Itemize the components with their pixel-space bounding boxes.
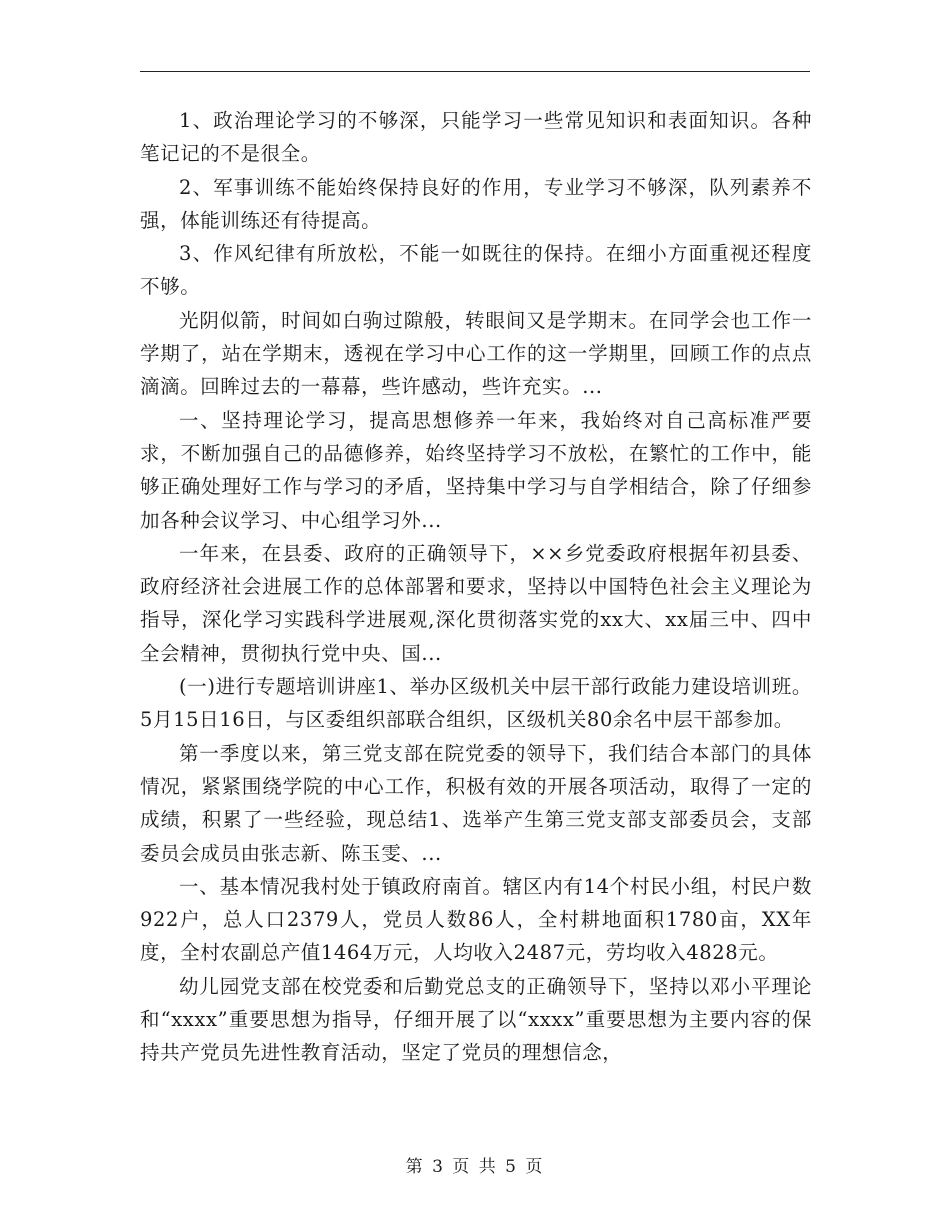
- paragraph-8: 第一季度以来，第三党支部在院党委的领导下，我们结合本部门的具体情况，紧紧围绕学院的中心工作，积极有效的开展各项活动，取得了一定的成绩，积累了一些经验，现总结1、选举产生第三党支部支部委员会，支部委员会成员由张志新、陈玉雯、...: [140, 741, 812, 865]
- paragraph-2: 2、军事训练不能始终保持良好的作用，专业学习不够深，队列素养不强，体能训练还有待提高。: [140, 175, 812, 232]
- paragraph-9: 一、基本情况我村处于镇政府南首。辖区内有14个村民小组，村民户数922户，总人口2379人，党员人数86人，全村耕地面积1780亩，XX年度，全村农副总产值1464万元，人均收入2487元，劳均收入4828元。: [140, 874, 812, 965]
- paragraph-7: (一)进行专题培训讲座1、举办区级机关中层干部行政能力建设培训班。5月15日16日，与区委组织部联合组织，区级机关80余名中层干部参加。: [140, 675, 812, 732]
- paragraph-1: 1、政治理论学习的不够深，只能学习一些常见知识和表面知识。各种笔记记的不是很全。: [140, 109, 812, 166]
- page-number-footer: 第 3 页 共 5 页: [405, 1157, 545, 1177]
- paragraph-10: 幼儿园党支部在校党委和后勤党总支的正确领导下，坚持以邓小平理论和“xxxx”重要思想为指导，仔细开展了以“xxxx”重要思想为主要内容的保持共产党员先进性教育活动，坚定了党员的理想信念，: [140, 974, 812, 1065]
- paragraph-3: 3、作风纪律有所放松，不能一如既往的保持。在细小方面重视还程度不够。: [140, 242, 812, 299]
- header-rule: [140, 71, 810, 72]
- paragraph-5: 一、坚持理论学习，提高思想修养一年来，我始终对自己高标准严要求，不断加强自己的品德修养，始终坚持学习不放松，在繁忙的工作中，能够正确处理好工作与学习的矛盾，坚持集中学习与自学相结合，除了仔细参加各种会议学习、中心组学习外...: [140, 408, 812, 532]
- paragraph-6: 一年来，在县委、政府的正确领导下，××乡党委政府根据年初县委、政府经济社会进展工作的总体部署和要求，坚持以中国特色社会主义理论为指导，深化学习实践科学进展观,深化贯彻落实党的xx大、xx届三中、四中全会精神，贯彻执行党中央、国...: [140, 541, 812, 665]
- document-body: [140, 104, 812, 1070]
- paragraph-4: 光阴似箭，时间如白驹过隙般，转眼间又是学期末。在同学会也工作一学期了，站在学期末，透视在学习中心工作的这一学期里，回顾工作的点点滴滴。回眸过去的一幕幕，些许感动，些许充实。...: [140, 308, 812, 399]
